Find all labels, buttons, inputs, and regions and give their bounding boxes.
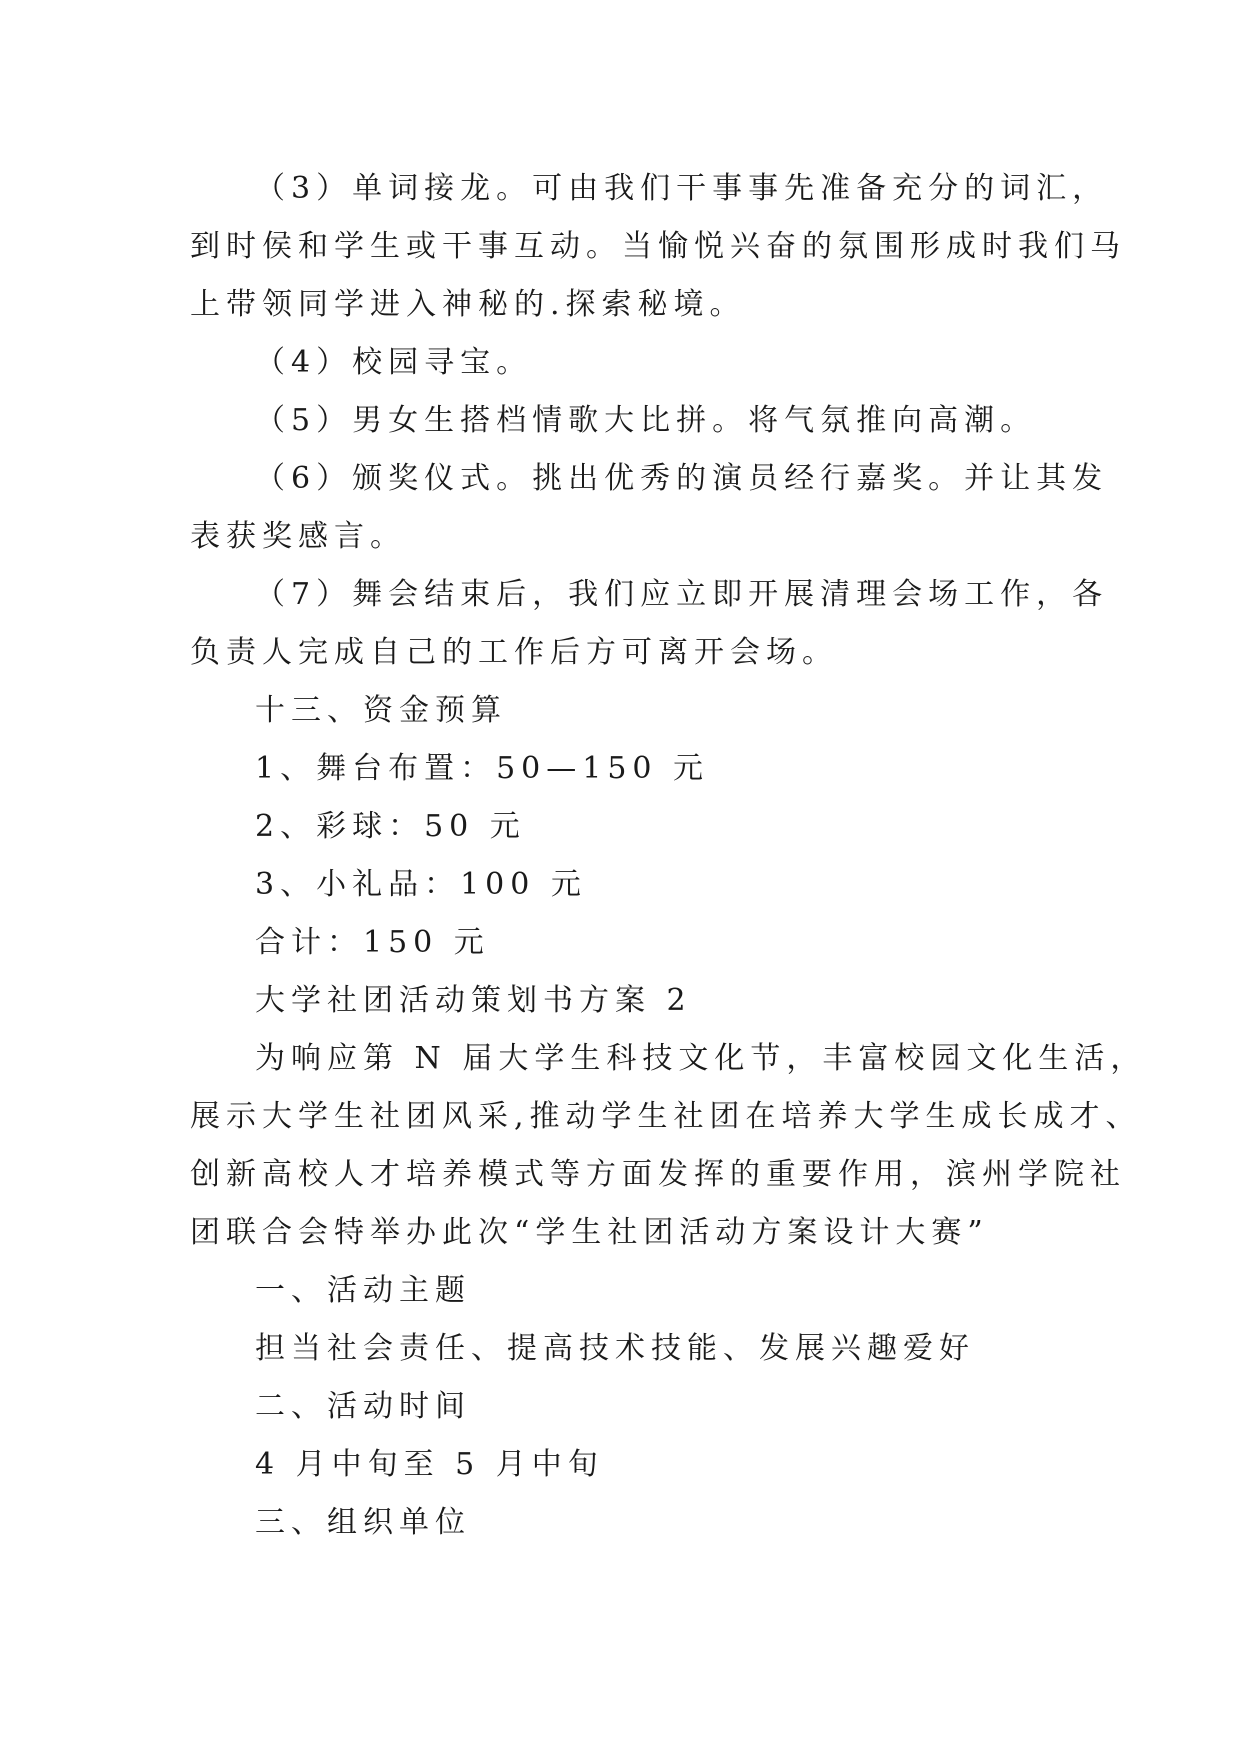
text-line: （4）校园寻宝。	[255, 345, 533, 380]
text-line: 1、舞台布置：50—150 元	[255, 751, 710, 786]
budget-item-gifts	[190, 856, 1050, 914]
paragraph-introduction	[190, 1030, 1147, 1262]
budget-item-balloons	[190, 798, 1050, 856]
text-line: 上带领同学进入神秘的.探索秘境。	[190, 287, 746, 322]
text-line: 展示大学生社团风采,推动学生社团在培养大学生成长成才、	[190, 1099, 1142, 1134]
document-body	[190, 160, 1147, 1552]
text-line: 负责人完成自己的工作后方可离开会场。	[190, 635, 838, 670]
text-line: 2、彩球：50 元	[255, 809, 526, 844]
text-line: 三、组织单位	[255, 1505, 471, 1540]
text-line: （7）舞会结束后，我们应立即开展清理会场工作，各	[255, 577, 1109, 612]
section-heading-theme	[190, 1262, 1050, 1320]
text-line: 创新高校人才培养模式等方面发挥的重要作用，滨州学院社	[190, 1157, 1126, 1192]
section-heading-organizer	[190, 1494, 1050, 1552]
text-line: （5）男女生搭档情歌大比拼。将气氛推向高潮。	[255, 403, 1037, 438]
text-line: 表获奖感言。	[190, 519, 406, 554]
text-line: 为响应第 N 届大学生科技文化节，丰富校园文化生活，	[255, 1041, 1147, 1076]
text-line: 十三、资金预算	[255, 693, 507, 728]
plan-title	[190, 972, 1050, 1030]
text-line: 二、活动时间	[255, 1389, 471, 1424]
text-line: 4 月中旬至 5 月中旬	[255, 1447, 604, 1482]
text-line: 团联合会特举办此次“学生社团活动方案设计大赛”	[190, 1215, 989, 1250]
budget-item-stage	[190, 740, 1050, 798]
text-line: （6）颁奖仪式。挑出优秀的演员经行嘉奖。并让其发	[255, 461, 1109, 496]
text-line: 3、小礼品：100 元	[255, 867, 587, 902]
paragraph-theme	[190, 1320, 1050, 1378]
text-line: 合计：150 元	[255, 925, 490, 960]
section-heading-time	[190, 1378, 1050, 1436]
text-line: 大学社团活动策划书方案 2	[255, 983, 692, 1018]
text-line: 担当社会责任、提高技术技能、发展兴趣爱好	[255, 1331, 975, 1366]
paragraph-award-ceremony	[190, 450, 1109, 566]
paragraph-time	[190, 1436, 1050, 1494]
paragraph-cleanup	[190, 566, 1109, 682]
text-line: 到时侯和学生或干事互动。当愉悦兴奋的氛围形成时我们马	[190, 229, 1126, 264]
paragraph-treasure-hunt	[190, 334, 1050, 392]
text-line: 一、活动主题	[255, 1273, 471, 1308]
paragraph-love-song-contest	[190, 392, 1050, 450]
section-heading-budget	[190, 682, 1050, 740]
paragraph-word-chain	[190, 160, 1126, 334]
budget-total	[190, 914, 1050, 972]
text-line: （3）单词接龙。可由我们干事事先准备充分的词汇，	[255, 171, 1109, 206]
